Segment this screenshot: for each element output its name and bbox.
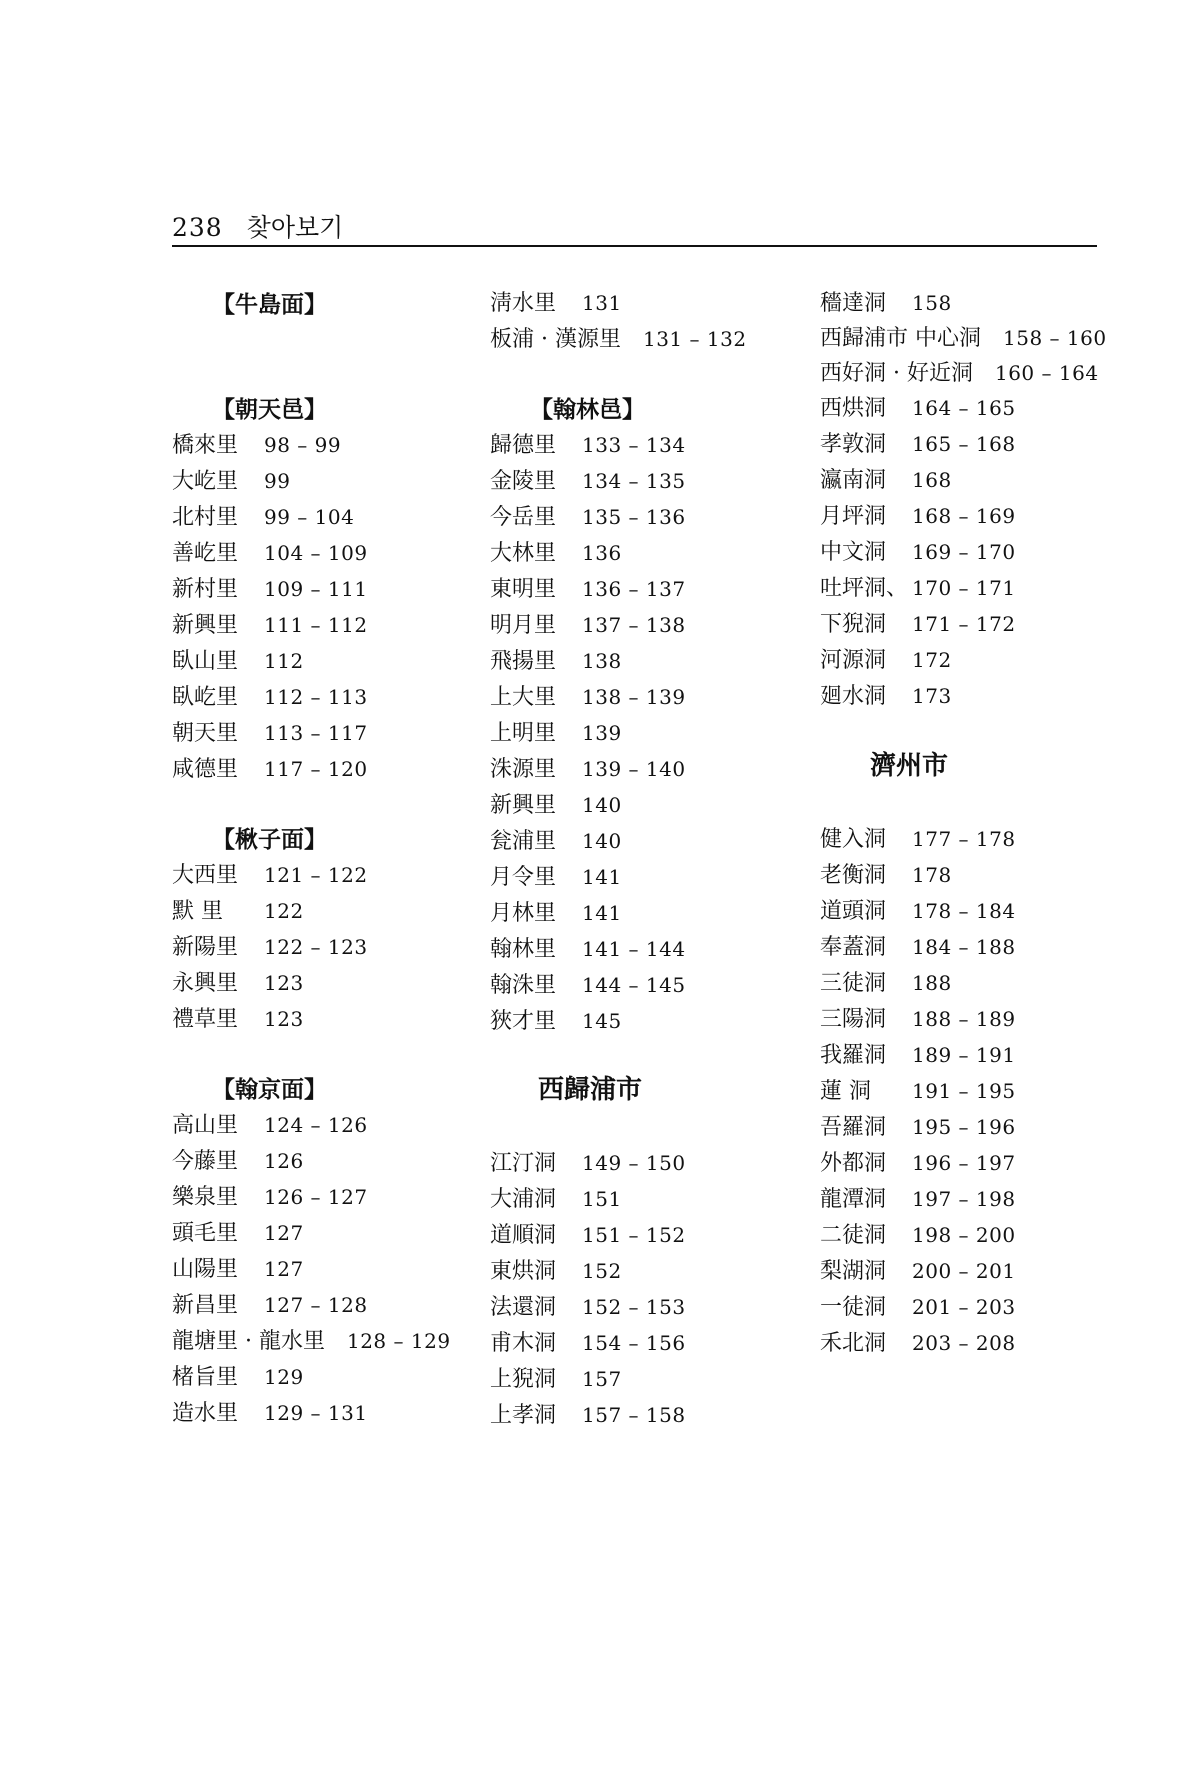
entry-name: 月令里: [490, 865, 557, 890]
entry-name: 蓮 洞: [820, 1079, 871, 1104]
index-entry: [820, 1290, 1016, 1324]
index-entry: [172, 858, 368, 892]
entry-name: 西歸浦市 中心洞: [820, 326, 981, 351]
entry-pages: 157 – 158: [582, 1403, 686, 1427]
entry-pages: 129: [264, 1365, 304, 1389]
index-entry: [490, 860, 622, 894]
index-entry: [490, 1004, 622, 1038]
entry-name: 善屹里: [172, 541, 239, 566]
index-entry: [172, 1002, 304, 1036]
entry-pages: 178 – 184: [912, 899, 1016, 923]
entry-name: 今藤里: [172, 1149, 239, 1174]
entry-pages: 98 – 99: [264, 433, 342, 457]
entry-name: 歸德里: [490, 433, 557, 458]
entry-pages: 188: [912, 971, 952, 995]
entry-pages: 173: [912, 684, 952, 708]
entry-pages: 158: [912, 291, 952, 315]
entry-pages: 184 – 188: [912, 935, 1016, 959]
entry-name: 月坪洞: [820, 504, 887, 529]
entry-name: 西好洞 · 好近洞: [820, 361, 973, 386]
index-entry: [820, 499, 1016, 533]
entry-name: 新興里: [172, 613, 239, 638]
entry-name: 今岳里: [490, 505, 557, 530]
index-entry: [172, 1108, 368, 1142]
entry-name: 東明里: [490, 577, 557, 602]
index-entry: [172, 1288, 368, 1322]
entry-pages: 158 – 160: [1003, 326, 1107, 350]
entry-name: 中文洞: [820, 540, 887, 565]
entry-name: 永興里: [172, 971, 239, 996]
entry-name: 奉蓋洞: [820, 935, 887, 960]
entry-pages: 170 – 171: [912, 576, 1016, 600]
entry-name: 龍塘里 · 龍水里: [172, 1329, 325, 1354]
index-entry: [172, 644, 304, 678]
index-entry: [490, 536, 622, 570]
section-heading: 【翰京面】: [212, 1076, 327, 1103]
entry-name: 造水里: [172, 1401, 239, 1426]
entry-name: 高山里: [172, 1113, 239, 1138]
index-entry: [490, 322, 747, 356]
index-entry: [490, 1146, 686, 1180]
index-entry: [820, 643, 952, 677]
entry-name: 上孝洞: [490, 1403, 557, 1428]
entry-pages: 113 – 117: [264, 721, 368, 745]
entry-pages: 127 – 128: [264, 1293, 368, 1317]
index-entry: [490, 608, 686, 642]
entry-name: 上大里: [490, 685, 557, 710]
index-entry: [490, 968, 686, 1002]
entry-name: 月林里: [490, 901, 557, 926]
entry-pages: 141: [582, 865, 622, 889]
entry-pages: 117 – 120: [264, 757, 368, 781]
index-entry: [490, 1398, 686, 1432]
index-entry: [172, 1144, 304, 1178]
index-entry: [172, 428, 341, 462]
entry-name: 上猊洞: [490, 1367, 557, 1392]
running-title: 찾아보기: [246, 213, 344, 242]
page-number: 238: [172, 213, 223, 242]
entry-name: 大西里: [172, 863, 239, 888]
entry-pages: 171 – 172: [912, 612, 1016, 636]
index-entry: [820, 966, 952, 1000]
entry-name: 臥屹里: [172, 685, 239, 710]
index-entry: [820, 607, 1016, 641]
entry-name: 狹才里: [490, 1009, 557, 1034]
entry-name: 江汀洞: [490, 1151, 557, 1176]
city-heading: 西歸浦市: [538, 1075, 643, 1105]
entry-pages: 165 – 168: [912, 432, 1016, 456]
entry-name: 臥山里: [172, 649, 239, 674]
entry-name: 健入洞: [820, 827, 887, 852]
entry-pages: 188 – 189: [912, 1007, 1016, 1031]
entry-pages: 99: [264, 469, 291, 493]
entry-name: 大屹里: [172, 469, 239, 494]
entry-pages: 136: [582, 541, 622, 565]
index-entry: [172, 966, 304, 1000]
entry-name: 廻水洞: [820, 684, 887, 709]
entry-pages: 126: [264, 1149, 304, 1173]
entry-name: 新昌里: [172, 1293, 239, 1318]
index-entry: [820, 321, 1107, 355]
entry-pages: 141 – 144: [582, 937, 686, 961]
entry-name: 淸水里: [490, 291, 557, 316]
entry-pages: 124 – 126: [264, 1113, 368, 1137]
index-entry: [490, 788, 622, 822]
entry-name: 禮草里: [172, 1007, 239, 1032]
entry-name: 明月里: [490, 613, 557, 638]
index-entry: [172, 1216, 304, 1250]
index-entry: [172, 1324, 451, 1358]
entry-name: 吐坪洞、: [820, 576, 909, 601]
entry-pages: 136 – 137: [582, 577, 686, 601]
entry-pages: 127: [264, 1221, 304, 1245]
entry-pages: 169 – 170: [912, 540, 1016, 564]
section-heading: 【翰林邑】: [530, 396, 645, 423]
entry-name: 新陽里: [172, 935, 239, 960]
entry-pages: 129 – 131: [264, 1401, 368, 1425]
index-entry: [172, 716, 368, 750]
entry-pages: 151: [582, 1187, 622, 1211]
entry-name: 翰洙里: [490, 973, 557, 998]
entry-pages: 178: [912, 863, 952, 887]
index-entry: [490, 932, 686, 966]
entry-pages: 160 – 164: [994, 361, 1099, 385]
entry-name: 老衡洞: [820, 863, 887, 888]
index-entry: [172, 1360, 304, 1394]
entry-name: 山陽里: [172, 1257, 239, 1282]
entry-name: 默 里: [172, 899, 223, 924]
entry-name: 二徒洞: [820, 1223, 887, 1248]
entry-name: 瓮浦里: [490, 829, 557, 854]
index-entry: [820, 1038, 1016, 1072]
entry-name: 河源洞: [820, 648, 887, 673]
entry-pages: 157: [582, 1367, 622, 1391]
entry-pages: 164 – 165: [912, 396, 1016, 420]
page-header: [172, 208, 343, 244]
index-entry: [172, 1252, 304, 1286]
entry-name: 道順洞: [490, 1223, 557, 1248]
entry-name: 翰林里: [490, 937, 557, 962]
entry-name: 梨湖洞: [820, 1259, 887, 1284]
index-entry: [172, 500, 354, 534]
entry-pages: 109 – 111: [264, 577, 368, 601]
entry-name: 孝敦洞: [820, 432, 887, 457]
entry-name: 北村里: [172, 505, 239, 530]
index-entry: [490, 428, 686, 462]
index-entry: [820, 1182, 1016, 1216]
index-entry: [490, 1254, 622, 1288]
entry-pages: 138 – 139: [582, 685, 686, 709]
entry-name: 金陵里: [490, 469, 557, 494]
entry-pages: 104 – 109: [264, 541, 368, 565]
entry-name: 朝天里: [172, 721, 239, 746]
entry-pages: 189 – 191: [912, 1043, 1016, 1067]
entry-name: 新村里: [172, 577, 239, 602]
entry-pages: 127: [264, 1257, 304, 1281]
index-entry: [820, 894, 1016, 928]
section-heading: 【朝天邑】: [212, 396, 327, 423]
entry-pages: 151 – 152: [582, 1223, 686, 1247]
index-entry: [172, 1396, 368, 1430]
entry-pages: 128 – 129: [346, 1329, 451, 1353]
entry-name: 法還洞: [490, 1295, 557, 1320]
index-entry: [490, 716, 622, 750]
entry-name: 我羅洞: [820, 1043, 887, 1068]
entry-name: 洙源里: [490, 757, 557, 782]
entry-pages: 152 – 153: [582, 1295, 686, 1319]
index-entry: [490, 464, 686, 498]
index-entry: [820, 1002, 1016, 1036]
entry-name: 楮旨里: [172, 1365, 239, 1390]
entry-name: 飛揚里: [490, 649, 557, 674]
index-entry: [490, 286, 622, 320]
index-entry: [490, 572, 686, 606]
index-entry: [490, 1362, 622, 1396]
section-heading: 【楸子面】: [212, 826, 327, 853]
entry-pages: 203 – 208: [912, 1331, 1016, 1355]
entry-pages: 201 – 203: [912, 1295, 1016, 1319]
index-entry: [172, 752, 368, 786]
entry-name: 道頭洞: [820, 899, 887, 924]
entry-pages: 126 – 127: [264, 1185, 368, 1209]
entry-pages: 152: [582, 1259, 622, 1283]
entry-name: 咸德里: [172, 757, 239, 782]
entry-name: 甫木洞: [490, 1331, 557, 1356]
entry-pages: 123: [264, 971, 304, 995]
index-entry: [490, 896, 622, 930]
entry-name: 禾北洞: [820, 1331, 887, 1356]
section-heading: 【牛島面】: [212, 291, 327, 318]
entry-pages: 135 – 136: [582, 505, 686, 529]
entry-name: 板浦 · 漢源里: [490, 327, 621, 352]
entry-pages: 111 – 112: [264, 613, 368, 637]
index-entry: [490, 1218, 686, 1252]
entry-pages: 168 – 169: [912, 504, 1016, 528]
entry-pages: 133 – 134: [582, 433, 686, 457]
header-rule: [172, 245, 1097, 247]
entry-pages: 139 – 140: [582, 757, 686, 781]
entry-name: 大浦洞: [490, 1187, 557, 1212]
entry-name: 東烘洞: [490, 1259, 557, 1284]
entry-name: 三陽洞: [820, 1007, 887, 1032]
index-entry: [820, 1218, 1016, 1252]
index-entry: [172, 930, 368, 964]
index-entry: [820, 1326, 1016, 1360]
entry-pages: 140: [582, 829, 622, 853]
index-entry: [172, 572, 368, 606]
index-entry: [172, 608, 368, 642]
entry-pages: 145: [582, 1009, 622, 1033]
entry-name: 大林里: [490, 541, 557, 566]
entry-pages: 112 – 113: [264, 685, 368, 709]
entry-pages: 195 – 196: [912, 1115, 1016, 1139]
entry-pages: 191 – 195: [912, 1079, 1016, 1103]
index-entry: [490, 1326, 686, 1360]
entry-pages: 122: [264, 899, 304, 923]
index-entry: [172, 1180, 368, 1214]
entry-name: 上明里: [490, 721, 557, 746]
index-entry: [820, 1074, 1016, 1108]
index-entry: [820, 930, 1016, 964]
index-entry: [820, 391, 1016, 425]
index-entry: [820, 1110, 1016, 1144]
entry-pages: 154 – 156: [582, 1331, 686, 1355]
entry-pages: 139: [582, 721, 622, 745]
entry-name: 樂泉里: [172, 1185, 239, 1210]
index-entry: [490, 500, 686, 534]
index-entry: [490, 680, 686, 714]
entry-pages: 149 – 150: [582, 1151, 686, 1175]
index-entry: [820, 463, 952, 497]
entry-pages: 168: [912, 468, 952, 492]
entry-pages: 172: [912, 648, 952, 672]
index-entry: [172, 680, 368, 714]
entry-pages: 140: [582, 793, 622, 817]
entry-name: 一徒洞: [820, 1295, 887, 1320]
entry-name: 三徒洞: [820, 971, 887, 996]
entry-name: 龍潭洞: [820, 1187, 887, 1212]
index-entry: [172, 894, 304, 928]
entry-pages: 134 – 135: [582, 469, 686, 493]
entry-pages: 141: [582, 901, 622, 925]
entry-pages: 197 – 198: [912, 1187, 1016, 1211]
index-entry: [820, 1146, 1016, 1180]
entry-pages: 196 – 197: [912, 1151, 1016, 1175]
entry-name: 瀛南洞: [820, 468, 887, 493]
index-entry: [820, 858, 952, 892]
index-entry: [820, 427, 1016, 461]
entry-pages: 198 – 200: [912, 1223, 1016, 1247]
index-entry: [820, 286, 952, 320]
city-heading: 濟州市: [870, 751, 949, 781]
entry-pages: 122 – 123: [264, 935, 368, 959]
entry-pages: 123: [264, 1007, 304, 1031]
index-entry: [172, 536, 368, 570]
index-entry: [820, 571, 1016, 605]
entry-name: 新興里: [490, 793, 557, 818]
entry-pages: 137 – 138: [582, 613, 686, 637]
index-entry: [820, 822, 1016, 856]
index-entry: [820, 1254, 1016, 1288]
index-entry: [820, 679, 952, 713]
entry-pages: 177 – 178: [912, 827, 1016, 851]
entry-name: 橋來里: [172, 433, 239, 458]
entry-name: 吾羅洞: [820, 1115, 887, 1140]
index-entry: [490, 1290, 686, 1324]
entry-pages: 200 – 201: [912, 1259, 1016, 1283]
entry-pages: 112: [264, 649, 304, 673]
entry-pages: 121 – 122: [264, 863, 368, 887]
entry-name: 穡達洞: [820, 291, 887, 316]
entry-pages: 131 – 132: [642, 327, 747, 351]
index-entry: [172, 464, 290, 498]
entry-pages: 131: [582, 291, 622, 315]
entry-name: 下猊洞: [820, 612, 887, 637]
entry-name: 頭毛里: [172, 1221, 239, 1246]
entry-name: 西烘洞: [820, 396, 887, 421]
entry-pages: 144 – 145: [582, 973, 686, 997]
index-entry: [490, 1182, 622, 1216]
index-entry: [490, 644, 622, 678]
index-entry: [490, 824, 622, 858]
entry-name: 外都洞: [820, 1151, 887, 1176]
entry-pages: 138: [582, 649, 622, 673]
index-entry: [820, 356, 1099, 390]
index-entry: [820, 535, 1016, 569]
index-entry: [490, 752, 686, 786]
entry-pages: 99 – 104: [264, 505, 355, 529]
